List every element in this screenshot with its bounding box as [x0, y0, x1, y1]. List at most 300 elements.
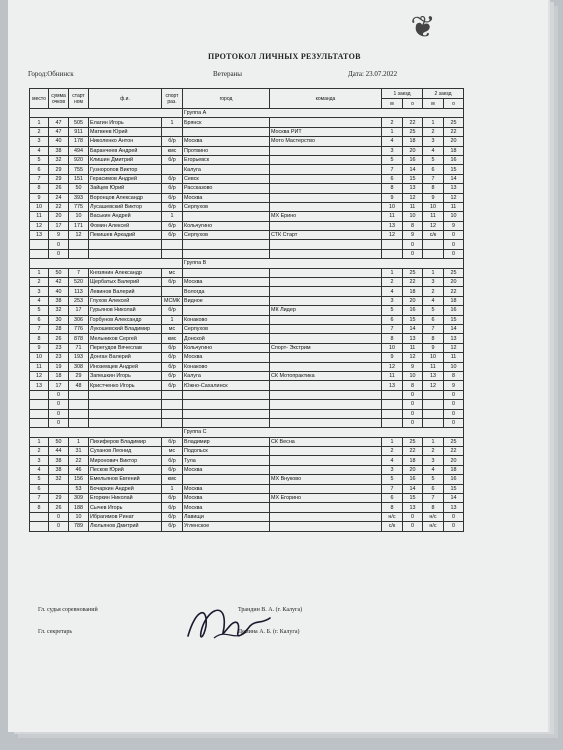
cell-start-number	[69, 409, 89, 418]
cell-race2-points: 18	[444, 296, 464, 305]
col-start-header: старт ном	[69, 89, 89, 109]
cell-race2-place: 6	[423, 484, 444, 493]
cell-race2-place: 2	[423, 447, 444, 456]
cell-points: 40	[49, 137, 69, 146]
cell-team	[270, 221, 382, 230]
cell-athlete-name: Донган Валерий	[89, 353, 162, 362]
cell-race2-points: 25	[444, 437, 464, 446]
cell-city: Вологда	[183, 287, 270, 296]
cell-place: 6	[30, 315, 49, 324]
cell-city: Южно-Сахалинск	[183, 381, 270, 390]
cell-race1-points: 15	[403, 174, 423, 183]
cell-race2-points: 16	[444, 475, 464, 484]
cell-race2-points: 16	[444, 306, 464, 315]
cell-sport-rank: б/р	[162, 306, 183, 315]
cell-city	[183, 268, 270, 277]
cell-points: 28	[49, 324, 69, 333]
cell-athlete-name: Песков Юрий	[89, 465, 162, 474]
cell-place: 10	[30, 202, 49, 211]
cell-points: 38	[49, 296, 69, 305]
cell-place	[30, 249, 49, 258]
cell-points	[49, 484, 69, 493]
cell-start-number: 789	[69, 522, 89, 531]
cell-start-number: 309	[69, 494, 89, 503]
cell-sport-rank: 1	[162, 118, 183, 127]
col-city-header: город	[183, 89, 270, 109]
cell-points: 44	[49, 447, 69, 456]
cell-race2-points: 13	[444, 184, 464, 193]
cell-race1-place: 5	[382, 306, 403, 315]
cell-city: Тула	[183, 456, 270, 465]
cell-athlete-name: Николенко Антон	[89, 137, 162, 146]
header-category: Ветераны	[213, 70, 242, 78]
cell-points: 50	[49, 437, 69, 446]
cell-sport-rank	[162, 240, 183, 249]
cell-race2-place	[423, 418, 444, 427]
cell-race1-points: 13	[403, 334, 423, 343]
cell-team	[270, 456, 382, 465]
cell-sport-rank: б/р	[162, 353, 183, 362]
cell-race2-place: 4	[423, 146, 444, 155]
table-row	[30, 512, 464, 521]
cell-points: 42	[49, 278, 69, 287]
cell-team	[270, 409, 382, 418]
cell-place: 5	[30, 475, 49, 484]
cell-athlete-name: Гурьянов Николай	[89, 306, 162, 315]
cell-city	[183, 418, 270, 427]
cell-points: 32	[49, 155, 69, 164]
cell-sport-rank: б/р	[162, 155, 183, 164]
cell-race1-points: 16	[403, 306, 423, 315]
cell-team	[270, 484, 382, 493]
cell-race1-points: 0	[403, 522, 423, 531]
cell-race1-points: 11	[403, 202, 423, 211]
col-team-header: команда	[270, 89, 382, 109]
table-row	[30, 221, 464, 230]
cell-sport-rank: б/р	[162, 278, 183, 287]
cell-start-number: 920	[69, 155, 89, 164]
cell-team	[270, 202, 382, 211]
cell-athlete-name: Пихиферов Владимир	[89, 437, 162, 446]
cell-race1-place: 13	[382, 381, 403, 390]
cell-race1-place: 4	[382, 287, 403, 296]
cell-team	[270, 184, 382, 193]
cell-sport-rank: 1	[162, 212, 183, 221]
cell-points: 18	[49, 371, 69, 380]
cell-race1-points: 13	[403, 503, 423, 512]
results-table	[29, 88, 464, 532]
col-race2-place-header: м	[423, 99, 444, 109]
cell-athlete-name: Запешкин Игорь	[89, 371, 162, 380]
cell-team	[270, 118, 382, 127]
cell-race2-place: 3	[423, 456, 444, 465]
cell-sport-rank: б/р	[162, 343, 183, 352]
cell-place: 4	[30, 296, 49, 305]
cell-team	[270, 381, 382, 390]
cell-athlete-name: Горбунов Александр	[89, 315, 162, 324]
cell-race2-place: с/к	[423, 231, 444, 240]
cell-place: 6	[30, 165, 49, 174]
col-race2-points-header: о	[444, 99, 464, 109]
col-points-header: сумма очков	[49, 89, 69, 109]
cell-team: МХ Внуково	[270, 475, 382, 484]
cell-city: Конаково	[183, 315, 270, 324]
cell-start-number: 1	[69, 437, 89, 446]
cell-athlete-name: Левинов Валерий	[89, 287, 162, 296]
cell-race1-points: 22	[403, 118, 423, 127]
cell-race1-points: 0	[403, 249, 423, 258]
cell-team: Мото Мастерство	[270, 137, 382, 146]
cell-race1-place: 3	[382, 296, 403, 305]
cell-place: 10	[30, 353, 49, 362]
cell-race2-points: 14	[444, 174, 464, 183]
cell-race2-place	[423, 409, 444, 418]
cell-sport-rank: б/р	[162, 362, 183, 371]
cell-city	[183, 475, 270, 484]
cell-race2-points: 0	[444, 512, 464, 521]
cell-place: 8	[30, 184, 49, 193]
table-row	[30, 334, 464, 343]
table-row	[30, 268, 464, 277]
cell-place: 2	[30, 447, 49, 456]
table-row	[30, 484, 464, 493]
cell-race1-place: 2	[382, 118, 403, 127]
cell-place: 13	[30, 381, 49, 390]
cell-start-number: 878	[69, 334, 89, 343]
cell-start-number: 71	[69, 343, 89, 352]
cell-start-number: 520	[69, 278, 89, 287]
cell-athlete-name: Елагин Игорь	[89, 118, 162, 127]
cell-athlete-name: Ибрагимов Ринат	[89, 512, 162, 521]
table-row	[30, 494, 464, 503]
cell-race2-place: 1	[423, 118, 444, 127]
cell-team: СК Мотопрактика	[270, 371, 382, 380]
cell-sport-rank: кмс	[162, 146, 183, 155]
cell-place: 11	[30, 362, 49, 371]
cell-race1-place: 7	[382, 324, 403, 333]
cell-race2-points: 14	[444, 324, 464, 333]
cell-points: 20	[49, 212, 69, 221]
table-row	[30, 418, 464, 427]
cell-team	[270, 278, 382, 287]
cell-city: Серпухов	[183, 324, 270, 333]
cell-points: 29	[49, 174, 69, 183]
cell-points: 0	[49, 522, 69, 531]
cell-race1-points: 15	[403, 494, 423, 503]
cell-race2-points: 18	[444, 465, 464, 474]
cell-sport-rank: б/р	[162, 465, 183, 474]
cell-race1-points: 0	[403, 418, 423, 427]
cell-race1-points: 0	[403, 512, 423, 521]
cell-team	[270, 268, 382, 277]
table-row	[30, 231, 464, 240]
cell-race2-points: 12	[444, 343, 464, 352]
cell-place: 1	[30, 118, 49, 127]
cell-race2-points: 16	[444, 155, 464, 164]
cell-city	[183, 249, 270, 258]
cell-place: 7	[30, 174, 49, 183]
cell-team: Спорт- Экстрим	[270, 343, 382, 352]
cell-city: Кольчугино	[183, 221, 270, 230]
table-row	[30, 409, 464, 418]
col-race1-place-header: м	[382, 99, 403, 109]
header-city: Город:Обнинск	[28, 70, 74, 78]
cell-city	[183, 400, 270, 409]
table-row	[30, 306, 464, 315]
cell-sport-rank	[162, 390, 183, 399]
cell-sport-rank: б/р	[162, 512, 183, 521]
cell-race1-place: н/с	[382, 512, 403, 521]
cell-athlete-name: Сычев Игорь	[89, 503, 162, 512]
cell-race2-points: 13	[444, 503, 464, 512]
cell-race1-place: 6	[382, 315, 403, 324]
cell-place	[30, 400, 49, 409]
table-row	[30, 184, 464, 193]
cell-athlete-name: Герасимов Андрей	[89, 174, 162, 183]
cell-points: 24	[49, 193, 69, 202]
cell-race1-place: 11	[382, 212, 403, 221]
cell-race2-points: 18	[444, 146, 464, 155]
cell-points: 0	[49, 409, 69, 418]
cell-race1-place: 11	[382, 371, 403, 380]
cell-race1-place: 8	[382, 184, 403, 193]
cell-place	[30, 512, 49, 521]
cell-race1-place: 9	[382, 353, 403, 362]
cell-race1-place: 6	[382, 494, 403, 503]
cell-team	[270, 174, 382, 183]
cell-race2-points: 15	[444, 315, 464, 324]
cell-start-number: 188	[69, 503, 89, 512]
cell-race1-place: 9	[382, 193, 403, 202]
cell-race1-points: 0	[403, 400, 423, 409]
cell-start-number	[69, 390, 89, 399]
cell-points: 38	[49, 465, 69, 474]
table-row	[30, 249, 464, 258]
cell-race1-points: 0	[403, 240, 423, 249]
cell-race1-place: 4	[382, 137, 403, 146]
cell-sport-rank: 1	[162, 484, 183, 493]
cell-race1-place: 2	[382, 447, 403, 456]
cell-race1-place: 10	[382, 202, 403, 211]
cell-race2-place: 7	[423, 494, 444, 503]
cell-points: 50	[49, 268, 69, 277]
cell-athlete-name: Клишин Дмитрий	[89, 155, 162, 164]
cell-sport-rank: 1	[162, 315, 183, 324]
cell-athlete-name: Матвеев Юрий	[89, 127, 162, 136]
cell-team	[270, 287, 382, 296]
cell-place: 9	[30, 193, 49, 202]
cell-city: Москва	[183, 137, 270, 146]
cell-place: 8	[30, 503, 49, 512]
cell-points: 17	[49, 221, 69, 230]
cell-race1-place: 7	[382, 165, 403, 174]
cell-athlete-name: Лукошевский Владимир	[89, 324, 162, 333]
cell-race2-place: н/с	[423, 512, 444, 521]
cell-sport-rank: кмс	[162, 334, 183, 343]
table-row	[30, 174, 464, 183]
cell-team	[270, 447, 382, 456]
cell-race1-points: 14	[403, 324, 423, 333]
cell-race2-place: 8	[423, 184, 444, 193]
cell-start-number: 178	[69, 137, 89, 146]
cell-athlete-name: Пекишев Аркадий	[89, 231, 162, 240]
group-header-row	[30, 259, 464, 268]
cell-start-number: 22	[69, 456, 89, 465]
cell-place: 2	[30, 127, 49, 136]
cell-start-number: 776	[69, 324, 89, 333]
cell-place	[30, 522, 49, 531]
cell-place: 4	[30, 465, 49, 474]
cell-athlete-name: Миронович Виктор	[89, 456, 162, 465]
cell-sport-rank: б/р	[162, 494, 183, 503]
cell-points: 0	[49, 512, 69, 521]
cell-points: 0	[49, 418, 69, 427]
table-row	[30, 324, 464, 333]
cell-race1-place	[382, 390, 403, 399]
cell-start-number	[69, 400, 89, 409]
cell-race1-points: 13	[403, 184, 423, 193]
cell-race1-place: 12	[382, 362, 403, 371]
cell-race2-place: 11	[423, 212, 444, 221]
cell-sport-rank: б/р	[162, 522, 183, 531]
cell-race1-place	[382, 409, 403, 418]
table-row	[30, 475, 464, 484]
cell-place: 13	[30, 231, 49, 240]
cell-race1-points: 22	[403, 278, 423, 287]
cell-team	[270, 465, 382, 474]
cell-athlete-name: Емельянов Евгений	[89, 475, 162, 484]
cell-race1-place: 1	[382, 268, 403, 277]
col-race1-header: 1 заезд	[382, 89, 423, 99]
cell-team: МК Лидер	[270, 306, 382, 315]
cell-team	[270, 362, 382, 371]
cell-race1-points: 10	[403, 371, 423, 380]
cell-start-number: 151	[69, 174, 89, 183]
table-row	[30, 202, 464, 211]
results-body	[30, 109, 464, 532]
cell-points: 47	[49, 127, 69, 136]
cell-sport-rank: б/р	[162, 437, 183, 446]
group-label: Группа В	[183, 259, 464, 268]
cell-start-number: 171	[69, 221, 89, 230]
cell-athlete-name: Бочаркин Андрей	[89, 484, 162, 493]
cell-city: Видное	[183, 296, 270, 305]
cell-sport-rank: б/р	[162, 184, 183, 193]
cell-athlete-name: Кристченко Игорь	[89, 381, 162, 390]
cell-team	[270, 315, 382, 324]
cell-race2-points: 11	[444, 202, 464, 211]
cell-race2-place: 1	[423, 437, 444, 446]
cell-race1-place	[382, 240, 403, 249]
cell-start-number: 253	[69, 296, 89, 305]
cell-place: 7	[30, 494, 49, 503]
cell-points: 0	[49, 400, 69, 409]
cell-team	[270, 249, 382, 258]
table-row	[30, 437, 464, 446]
cell-race1-points: 10	[403, 212, 423, 221]
cell-sport-rank: мс	[162, 268, 183, 277]
cell-place	[30, 240, 49, 249]
cell-city	[183, 409, 270, 418]
cell-athlete-name	[89, 400, 162, 409]
cell-sport-rank: б/р	[162, 371, 183, 380]
cell-race2-place	[423, 390, 444, 399]
cell-sport-rank	[162, 400, 183, 409]
cell-points: 0	[49, 249, 69, 258]
table-row	[30, 371, 464, 380]
cell-city: Рассказово	[183, 184, 270, 193]
cell-race1-points: 14	[403, 165, 423, 174]
cell-race1-points: 18	[403, 137, 423, 146]
table-row	[30, 240, 464, 249]
group-label: Группа С	[183, 428, 464, 437]
table-row	[30, 193, 464, 202]
cell-city: Москва	[183, 503, 270, 512]
cell-race1-points: 25	[403, 127, 423, 136]
cell-race1-points: 11	[403, 343, 423, 352]
cell-place: 1	[30, 437, 49, 446]
table-row	[30, 296, 464, 305]
cell-sport-rank: б/р	[162, 381, 183, 390]
cell-start-number	[69, 240, 89, 249]
cell-race2-place: 3	[423, 137, 444, 146]
cell-team	[270, 522, 382, 531]
cell-sport-rank: б/р	[162, 193, 183, 202]
cell-race2-points: 8	[444, 371, 464, 380]
cell-city: Москва	[183, 278, 270, 287]
cell-place	[30, 409, 49, 418]
cell-city: Севск	[183, 174, 270, 183]
cell-race1-place: 2	[382, 278, 403, 287]
cell-city	[183, 212, 270, 221]
cell-race1-place: 13	[382, 221, 403, 230]
cell-athlete-name: Воронцов Александр	[89, 193, 162, 202]
cell-athlete-name: Люльянов Дмитрий	[89, 522, 162, 531]
cell-race2-points: 20	[444, 456, 464, 465]
cell-race2-place: 12	[423, 221, 444, 230]
cell-athlete-name: Глухов Алексей	[89, 296, 162, 305]
cell-team	[270, 334, 382, 343]
cell-race2-place: 12	[423, 381, 444, 390]
cell-city: Москва	[183, 193, 270, 202]
cell-city: Серпухов	[183, 202, 270, 211]
cell-team	[270, 165, 382, 174]
cell-points: 40	[49, 287, 69, 296]
table-row	[30, 287, 464, 296]
chief-judge-name: Трандин В. А. (г. Калуга)	[238, 607, 303, 613]
cell-race2-points: 0	[444, 400, 464, 409]
cell-race1-place	[382, 249, 403, 258]
cell-place: 4	[30, 146, 49, 155]
table-row	[30, 381, 464, 390]
cell-start-number: 29	[69, 371, 89, 380]
cell-team: МХ Егорино	[270, 494, 382, 503]
cell-race1-place: 5	[382, 475, 403, 484]
cell-city: Кольчугино	[183, 343, 270, 352]
cell-race2-place: 10	[423, 202, 444, 211]
cell-points: 23	[49, 343, 69, 352]
cell-race2-place: 1	[423, 268, 444, 277]
cell-athlete-name	[89, 409, 162, 418]
cell-points: 29	[49, 494, 69, 503]
cell-race1-place: 1	[382, 127, 403, 136]
cell-race2-points: 0	[444, 418, 464, 427]
cell-city: Егорьевск	[183, 155, 270, 164]
cell-athlete-name: Князянин Александр	[89, 268, 162, 277]
cell-start-number	[69, 418, 89, 427]
cell-place: 5	[30, 306, 49, 315]
cell-sport-rank: б/р	[162, 202, 183, 211]
